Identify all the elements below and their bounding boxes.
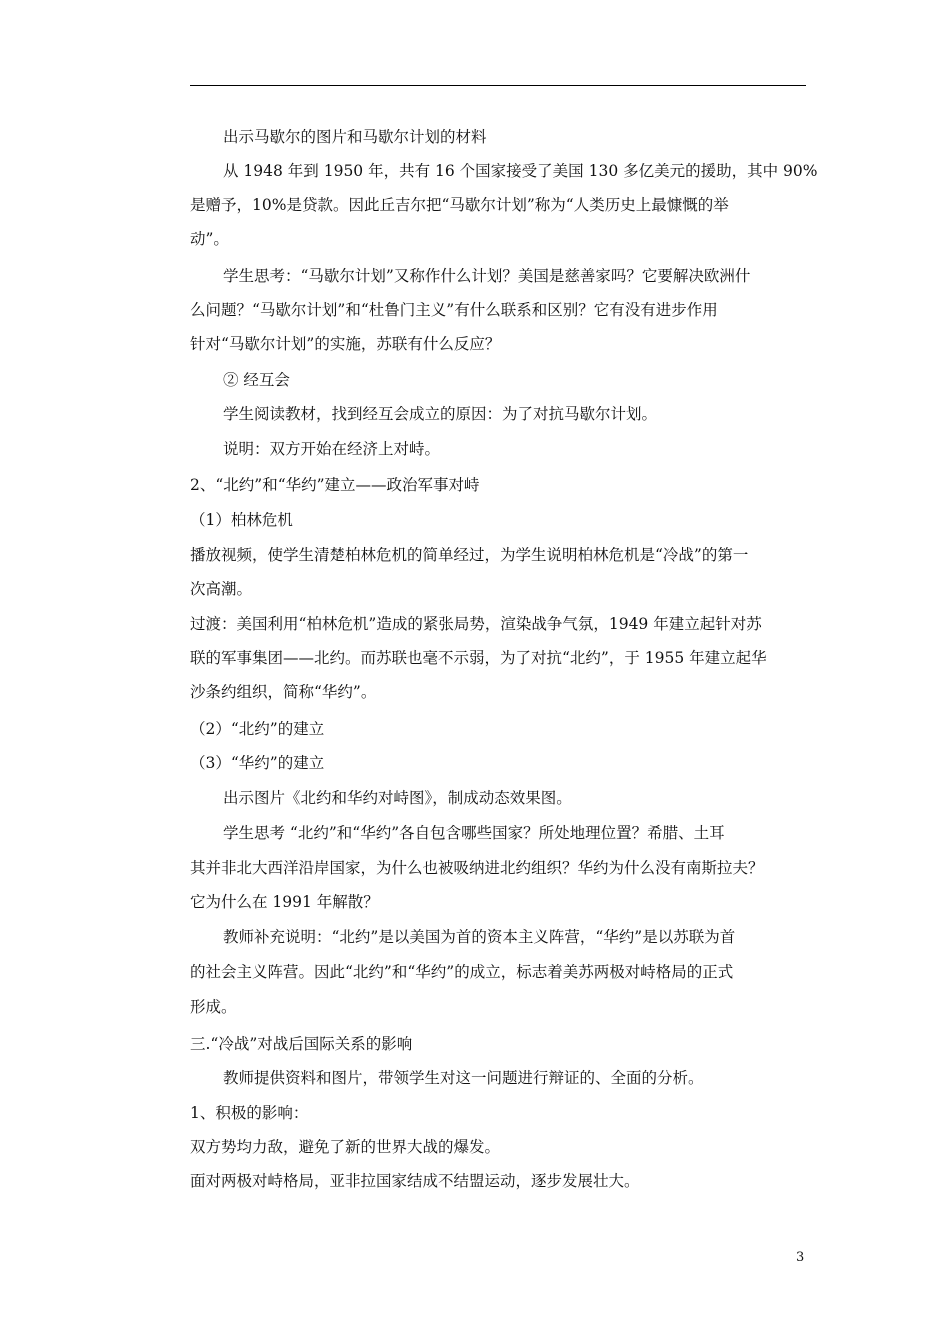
text-line: 播放视频，使学生清楚柏林危机的简单经过，为学生说明柏林危机是“冷战”的第一: [190, 546, 749, 564]
text-line: 出示马歇尔的图片和马歇尔计划的材料: [223, 128, 487, 146]
text-line: 形成。: [190, 998, 237, 1016]
text-line: 动”。: [190, 230, 229, 248]
text-line: 是赠予，10%是贷款。因此丘吉尔把“马歇尔计划”称为“人类历史上最慷慨的举: [190, 196, 729, 214]
text-line: 学生思考：“马歇尔计划”又称作什么计划？美国是慈善家吗？它要解决欧洲什: [223, 267, 751, 285]
text-line: 面对两极对峙格局，亚非拉国家结成不结盟运动，逐步发展壮大。: [190, 1172, 640, 1190]
subsection-heading: （2）“北约”的建立: [190, 720, 325, 738]
text-line: 出示图片《北约和华约对峙图》，制成动态效果图。: [223, 789, 572, 807]
text-line: ② 经互会: [223, 371, 290, 389]
text-line: 教师提供资料和图片，带领学生对这一问题进行辩证的、全面的分析。: [223, 1069, 704, 1087]
section-heading: 三.“冷战”对战后国际关系的影响: [190, 1035, 413, 1053]
header-rule: [190, 85, 806, 86]
text-line: 教师补充说明：“北约”是以美国为首的资本主义阵营，“华约”是以苏联为首: [223, 928, 736, 946]
text-line: 过渡：美国利用“柏林危机”造成的紧张局势，渲染战争气氛，1949 年建立起针对苏: [190, 615, 762, 633]
page-number: 3: [796, 1250, 805, 1265]
text-line: 学生思考 “北约”和“华约”各自包含哪些国家？所处地理位置？希腊、土耳: [223, 824, 725, 842]
text-line: 针对“马歇尔计划”的实施，苏联有什么反应？: [190, 335, 501, 353]
section-heading: 2、“北约”和“华约”建立——政治军事对峙: [190, 476, 480, 494]
text-line: 从 1948 年到 1950 年，共有 16 个国家接受了美国 130 多亿美元的援助，其中 90%: [223, 162, 818, 180]
subsection-heading: （1）柏林危机: [190, 511, 293, 529]
text-line: 么问题？“马歇尔计划”和“杜鲁门主义”有什么联系和区别？它有没有进步作用: [190, 301, 718, 319]
text-line: 次高潮。: [190, 580, 253, 598]
text-line: 联的军事集团——北约。而苏联也毫不示弱，为了对抗“北约”，于 1955 年建立起华: [190, 649, 767, 667]
text-line: 学生阅读教材，找到经互会成立的原因：为了对抗马歇尔计划。: [223, 405, 658, 423]
text-line: 说明：双方开始在经济上对峙。: [223, 440, 441, 458]
text-line: 的社会主义阵营。因此“北约”和“华约”的成立，标志着美苏两极对峙格局的正式: [190, 963, 734, 981]
list-heading: 1、积极的影响：: [190, 1104, 309, 1122]
subsection-heading: （3）“华约”的建立: [190, 754, 325, 772]
text-line: 沙条约组织，简称“华约”。: [190, 683, 377, 701]
text-line: 其并非北大西洋沿岸国家，为什么也被吸纳进北约组织？华约为什么没有南斯拉夫？: [190, 859, 764, 877]
text-line: 双方势均力敌，避免了新的世界大战的爆发。: [190, 1138, 501, 1156]
text-line: 它为什么在 1991 年解散？: [190, 893, 379, 911]
